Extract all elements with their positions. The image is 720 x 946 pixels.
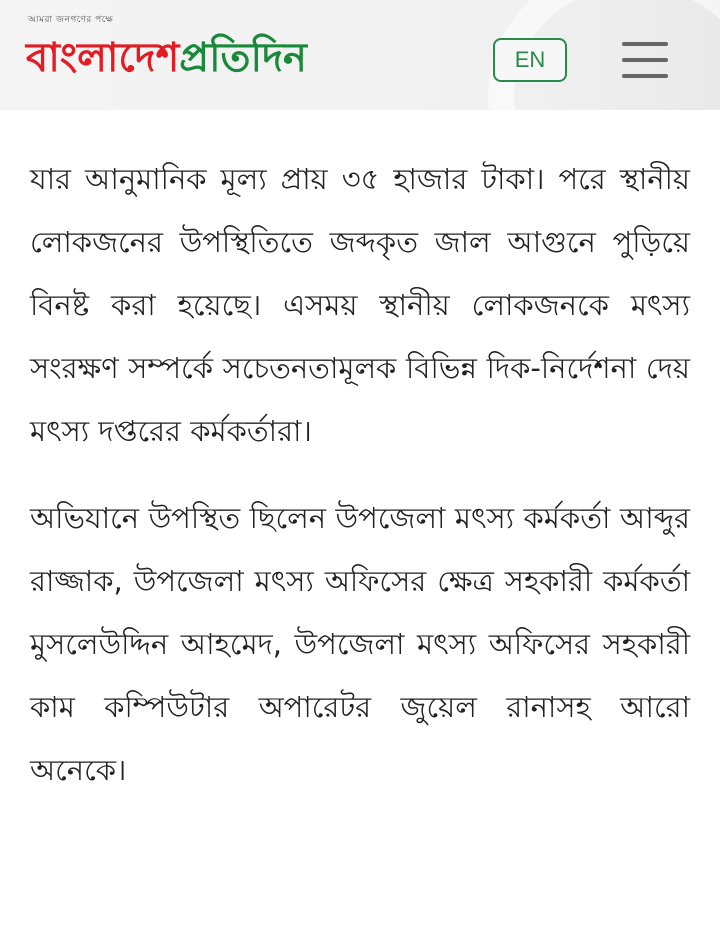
article-paragraph: অভিযানে উপস্থিত ছিলেন উপজেলা মৎস্য কর্মকর্তা আব্দুর রাজ্জাক, উপজেলা মৎস্য অফিসের ক্ষেত্র সহকারী কর্মকর্তা মুসলেউদ্দিন আহমেদ, উপজেলা মৎস্য অফিসের সহকারী কাম কম্পিউটার অপারেটর জুয়েল রানাসহ আরো অনেকে।: [30, 501, 690, 787]
language-toggle-button[interactable]: EN: [493, 38, 567, 82]
site-header: [0, 0, 720, 110]
menu-bar: [622, 58, 668, 62]
logo-text-green: প্রতিদিন: [179, 35, 307, 81]
site-tagline: আমরা জনগণের পক্ষে: [28, 15, 114, 25]
article-paragraph: যার আনুমানিক মূল্য প্রায় ৩৫ হাজার টাকা। পরে স্থানীয় লোকজনের উপস্থিতিতে জব্দকৃত জাল আগুনে পুড়িয়ে বিনষ্ট করা হয়েছে। এসময় স্থানীয় লোকজনকে মৎস্য সংরক্ষণ সম্পর্কে সচেতনতামূলক বিভিন্ন দিক-নির্দেশনা দেয় মৎস্য দপ্তরের কর্মকর্তারা।: [30, 162, 690, 448]
menu-bar: [622, 42, 668, 46]
article-body: [30, 148, 690, 826]
hamburger-menu-icon[interactable]: [622, 42, 670, 80]
menu-bar: [622, 74, 668, 78]
site-logo[interactable]: [26, 28, 307, 88]
logo-text-red: বাংলাদেশ: [26, 35, 180, 81]
